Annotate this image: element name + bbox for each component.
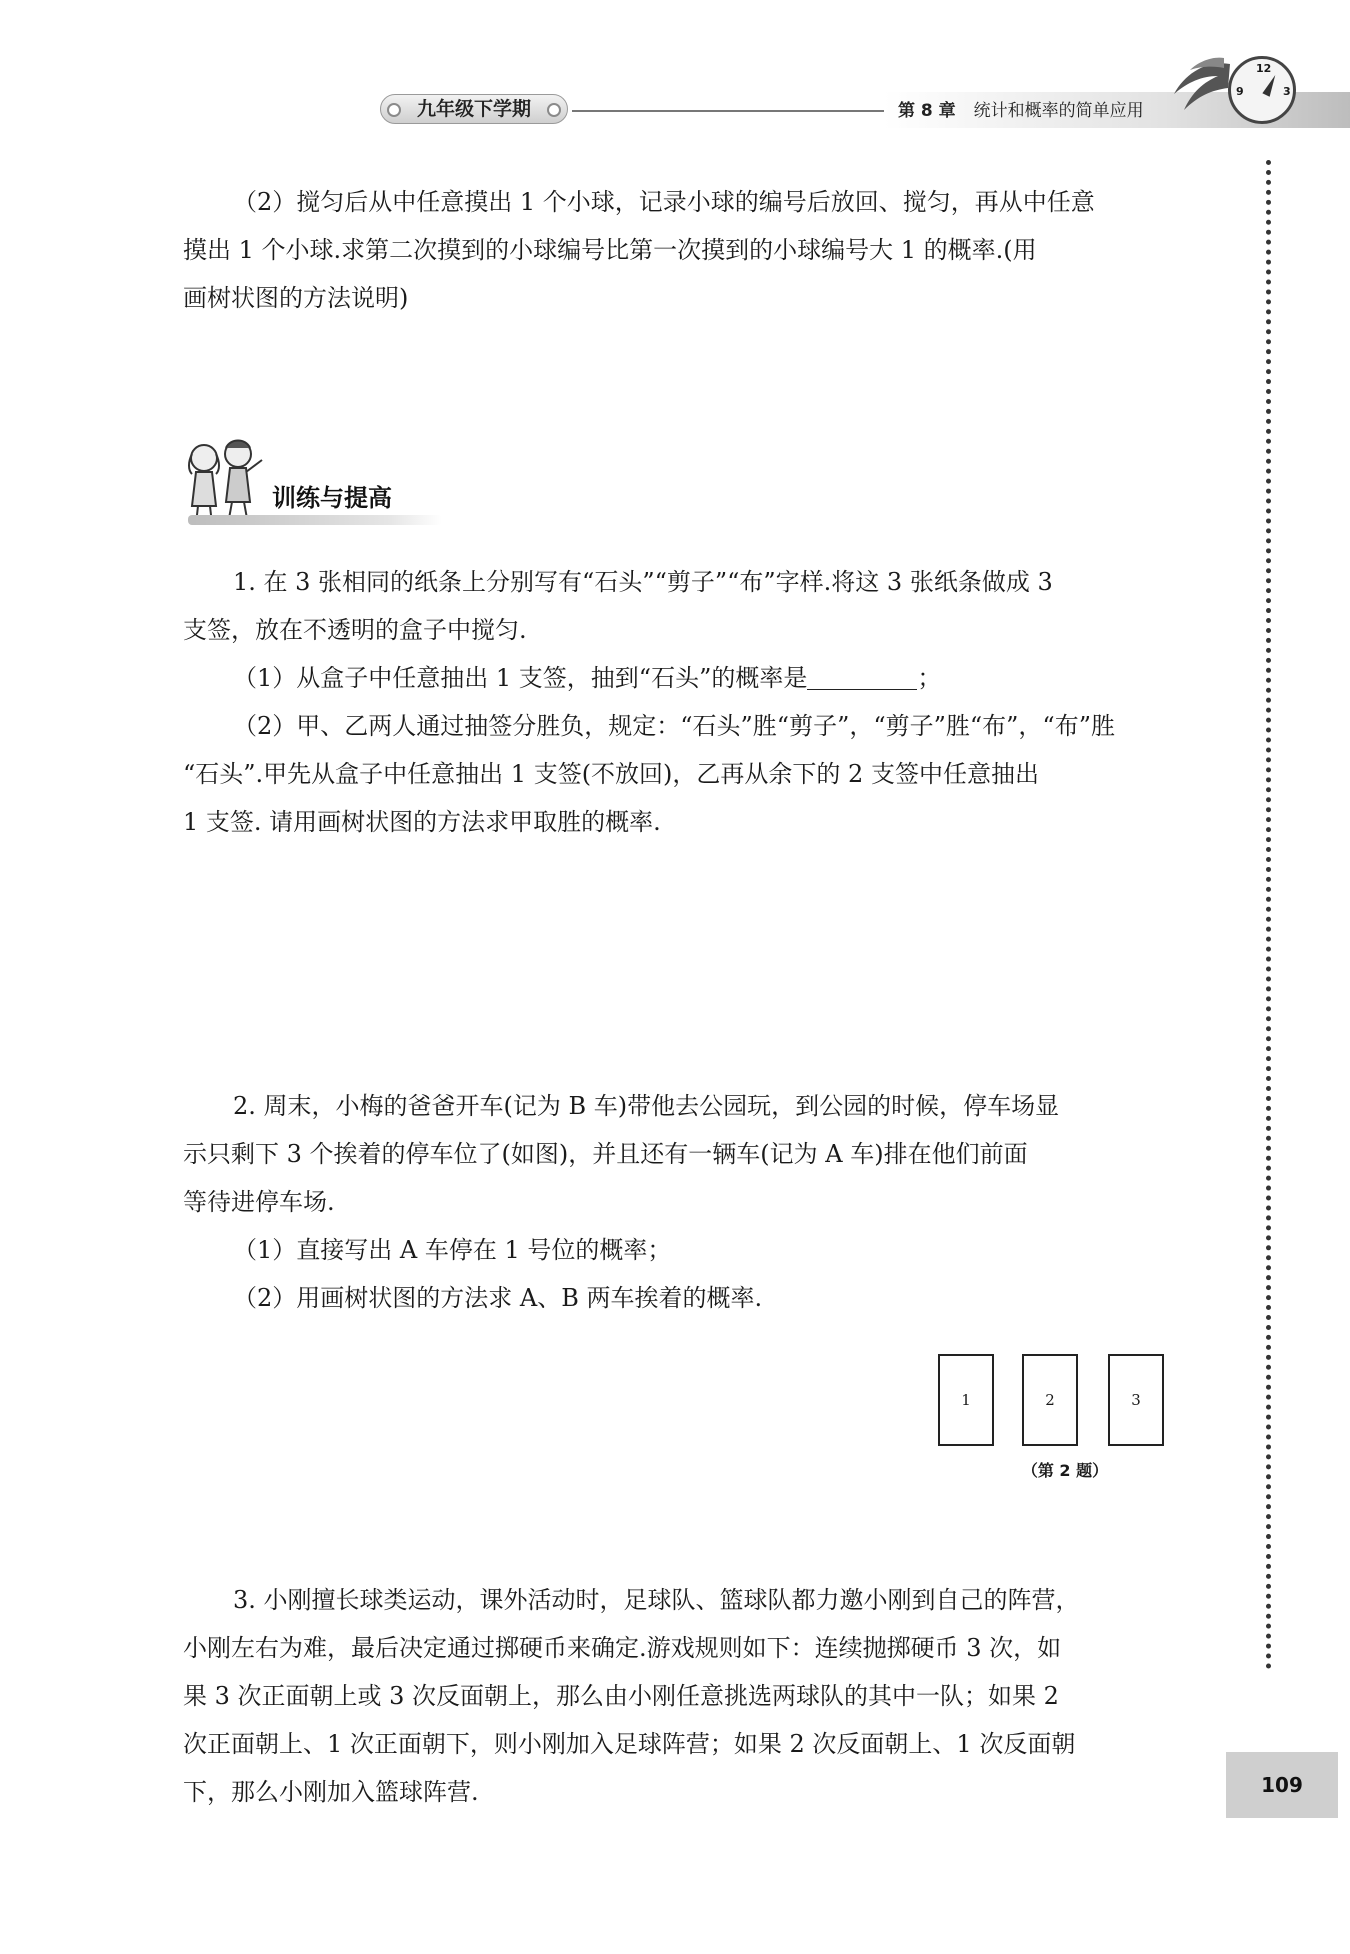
header-rule — [572, 110, 884, 112]
parking-spot-2: 2 — [1022, 1354, 1078, 1446]
chapter-title: 统计和概率的简单应用 — [973, 101, 1144, 121]
text-line: 摸出 1 个小球.求第二次摸到的小球编号比第一次摸到的小球编号大 1 的概率.(用 — [183, 236, 1037, 264]
text-line: 画树状图的方法说明) — [183, 284, 409, 312]
q2-sub2: （2）用画树状图的方法求 A、B 两车挨着的概率. — [233, 1284, 763, 1312]
compass-needle — [1262, 73, 1279, 96]
figure-caption: （第 2 题） — [1021, 1461, 1109, 1480]
section-underline — [188, 515, 442, 525]
q1-sub1: （1）从盒子中任意抽出 1 支签，抽到“石头”的概率是 ； — [233, 664, 942, 692]
answer-blank[interactable] — [807, 663, 917, 690]
section-title: 训练与提高 — [272, 484, 392, 512]
text-line: （2）搅匀后从中任意摸出 1 个小球，记录小球的编号后放回、搅匀，再从中任意 — [233, 188, 1095, 216]
text-line: 3. 小刚擅长球类运动，课外活动时，足球队、篮球队都力邀小刚到自己的阵营， — [233, 1586, 1080, 1614]
text-line: 下，那么小刚加入篮球阵营. — [183, 1778, 479, 1806]
text-line: 1 支签. 请用画树状图的方法求甲取胜的概率. — [183, 808, 661, 836]
text-line: 次正面朝上、1 次正面朝下，则小刚加入足球阵营；如果 2 次反面朝上、1 次反面朝 — [183, 1730, 1076, 1758]
page-number: 109 — [1261, 1773, 1303, 1797]
question-3 — [183, 1576, 1173, 1816]
text-line: 支签，放在不透明的盒子中搅匀. — [183, 616, 527, 644]
text-line: 1. 在 3 张相同的纸条上分别写有“石头”“剪子”“布”字样.将这 3 张纸条做成 3 — [233, 568, 1053, 596]
text-line: 果 3 次正面朝上或 3 次反面朝上，那么由小刚任意挑选两球队的其中一队；如果 2 — [183, 1682, 1059, 1710]
chapter-heading — [898, 96, 1144, 121]
text-line: 示只剩下 3 个挨着的停车位了(如图)，并且还有一辆车(记为 A 车)排在他们前面 — [183, 1140, 1028, 1168]
text-line: 小刚左右为难，最后决定通过掷硬币来确定.游戏规则如下：连续抛掷硬币 3 次，如 — [183, 1634, 1062, 1662]
text-line: 2. 周末，小梅的爸爸开车(记为 B 车)带他去公园玩，到公园的时候，停车场显 — [233, 1092, 1060, 1120]
text-line: 等待进停车场. — [183, 1188, 335, 1216]
dotted-margin-rule — [1266, 160, 1271, 1670]
parking-spot-3: 3 — [1108, 1354, 1164, 1446]
page-header — [0, 0, 1350, 140]
clock-compass-icon: 12 9 3 — [1228, 56, 1296, 124]
parking-spot-1: 1 — [938, 1354, 994, 1446]
text-line: “石头”.甲先从盒子中任意抽出 1 支签(不放回)，乙再从余下的 2 支签中任意抽出 — [183, 760, 1039, 788]
question-2 — [183, 1082, 1173, 1322]
chapter-number: 第 8 章 — [898, 101, 956, 121]
grade-label: 九年级下学期 — [380, 94, 568, 124]
q2-sub1: （1）直接写出 A 车停在 1 号位的概率； — [233, 1236, 672, 1264]
text-line: （2）甲、乙两人通过抽签分胜负，规定：“石头”胜“剪子”，“剪子”胜“布”，“布”胜 — [233, 712, 1115, 740]
continued-question — [183, 178, 1173, 322]
question-1 — [183, 558, 1173, 846]
